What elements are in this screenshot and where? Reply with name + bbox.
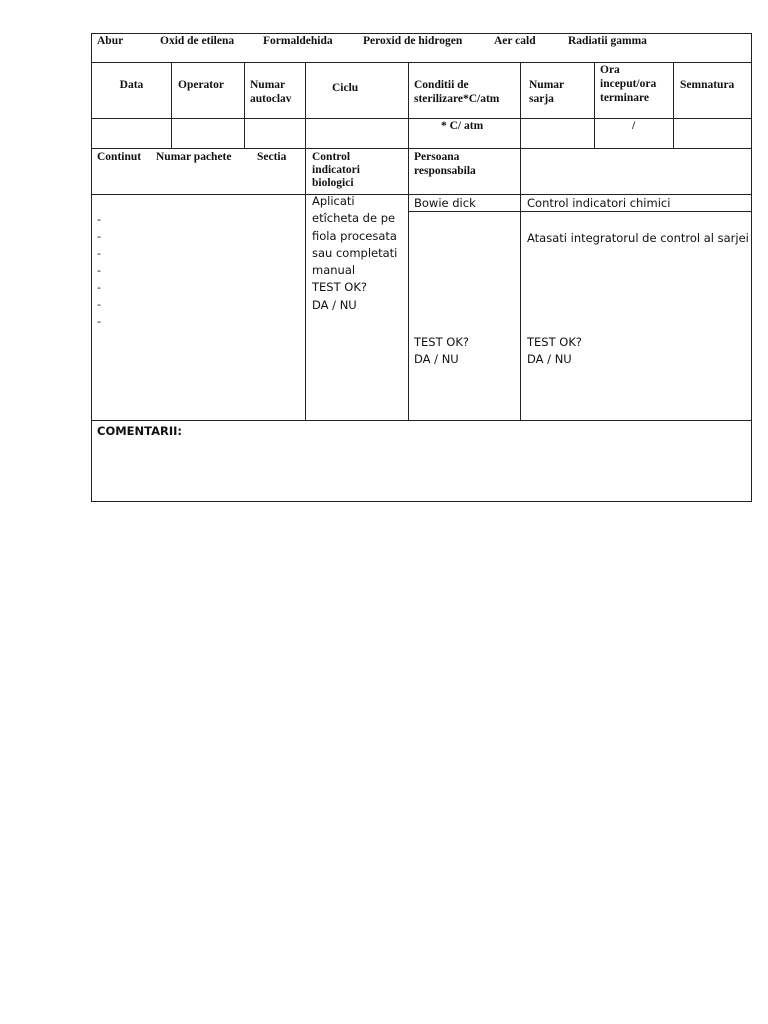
- field-ciclu[interactable]: [306, 119, 408, 148]
- continut-line-7[interactable]: -: [97, 315, 101, 328]
- label-comentarii: COMENTARII:: [97, 424, 183, 438]
- header-ora-inceput-terminare: Ora inceput/ora terminare: [600, 64, 657, 104]
- label-persoana-responsabila: Persoana responsabila: [414, 151, 476, 177]
- method-peroxid-de-hidrogen: Peroxid de hidrogen: [363, 35, 463, 47]
- method-oxid-de-etilena: Oxid de etilena: [160, 35, 235, 47]
- method-abur: Abur: [97, 35, 124, 47]
- label-numar-pachete: Numar pachete: [156, 151, 232, 163]
- header-numar-autoclav: Numar autoclav: [250, 79, 292, 105]
- method-aer-cald: Aer cald: [494, 35, 536, 47]
- label-atasati-integrator: Atasati integratorul de control al sarjei: [527, 231, 749, 245]
- header-conditii-sterilizare: Conditii de sterilizare*C/atm: [414, 79, 500, 105]
- label-control-indicatori-chimici: Control indicatori chimici: [527, 196, 671, 210]
- continut-line-1[interactable]: -: [97, 213, 101, 226]
- bowie-dick-test-result[interactable]: TEST OK? DA / NU: [414, 335, 469, 367]
- header-operator: Operator: [178, 79, 224, 91]
- continut-line-5[interactable]: -: [97, 281, 101, 294]
- field-operator[interactable]: [172, 119, 244, 148]
- header-data: Data: [119, 79, 144, 91]
- label-control-indicatori-biologici: Control indicatori biologici: [312, 151, 360, 190]
- header-semnatura: Semnatura: [680, 79, 735, 91]
- continut-line-3[interactable]: -: [97, 247, 101, 260]
- chemical-indicator-test-result[interactable]: TEST OK? DA / NU: [527, 335, 582, 367]
- method-formaldehida: Formaldehida: [263, 35, 333, 47]
- field-conditii-units[interactable]: * C/ atm: [441, 120, 484, 132]
- label-sectia: Sectia: [257, 151, 287, 163]
- field-comentarii[interactable]: [92, 440, 751, 501]
- label-continut: Continut: [97, 151, 142, 163]
- continut-line-2[interactable]: -: [97, 230, 101, 243]
- field-numar-sarja[interactable]: [521, 119, 594, 148]
- continut-line-4[interactable]: -: [97, 264, 101, 277]
- continut-line-6[interactable]: -: [97, 298, 101, 311]
- field-ora-separator[interactable]: /: [632, 120, 636, 132]
- label-bowie-dick: Bowie dick: [414, 196, 476, 210]
- header-numar-sarja: Numar sarja: [529, 79, 565, 105]
- field-numar-autoclav[interactable]: [245, 119, 305, 148]
- biological-indicator-instructions: Aplicati etîcheta de pe fiola procesata sau completati manual TEST OK? DA / NU: [312, 194, 398, 312]
- field-semnatura[interactable]: [674, 119, 751, 148]
- field-data[interactable]: [92, 119, 171, 148]
- field-persoana-responsabila[interactable]: [521, 149, 751, 194]
- method-radiatii-gamma: Radiatii gamma: [568, 35, 647, 47]
- header-ciclu: Ciclu: [332, 82, 359, 94]
